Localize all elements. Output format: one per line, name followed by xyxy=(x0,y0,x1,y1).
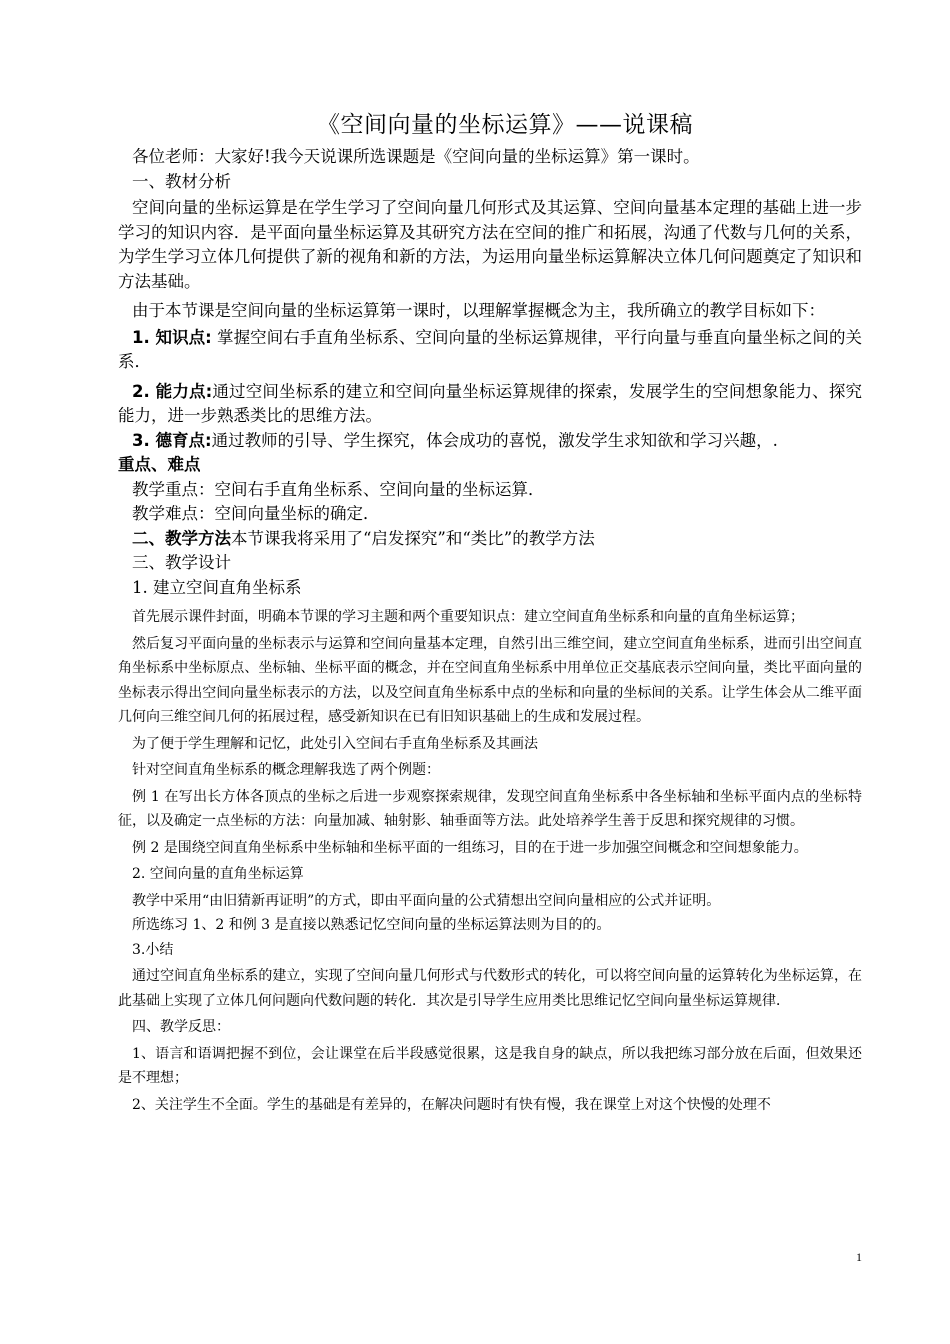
subheading-coordinate-system: 1. 建立空间直角坐标系 xyxy=(132,577,302,597)
goal-moral-text: 通过教师的引导、学生探究，体会成功的喜悦，激发学生求知欲和学习兴趣，. xyxy=(211,430,778,450)
paragraph-design-7: 教学中采用“由旧猜新再证明”的方式，即由平面向量的公式猜想出空间向量相应的公式并证明。 xyxy=(132,892,721,909)
goal-knowledge xyxy=(118,326,862,375)
difficult-point: 教学难点：空间向量坐标的确定． xyxy=(132,504,380,523)
goal-knowledge-text: 掌握空间右手直角坐标系、空间向量的坐标运算规律，平行向量与垂直向量坐标之间的关系． xyxy=(118,327,862,371)
goal-ability-label: 2. 能力点: xyxy=(132,381,213,401)
goal-knowledge-label: 1. 知识点: xyxy=(132,327,212,347)
section-heading-teaching-method: 二、教学方法 xyxy=(132,528,231,548)
reflection-2: 2、关注学生不全面。学生的基础是有差异的，在解决问题时有快有慢，我在课堂上对这个快慢的处理不 xyxy=(132,1096,771,1113)
page-title: 《空间向量的坐标运算》——说课稿 xyxy=(317,112,693,138)
paragraph-design-8: 所选练习 1、2 和例 3 是直接以熟悉记忆空间向量的坐标运算法则为目的的。 xyxy=(132,917,611,933)
paragraph-textbook-analysis: 空间向量的坐标运算是在学生学习了空间向量几何形式及其运算、空间向量基本定理的基础上进一步学习的知识内容．是平面向量坐标运算及其研究方法在空间的推广和拓展，沟通了代数与几何的关系，为学生学习立体几何提供了新的视角和新的方法，为运用向量坐标运算解决立体几何问题奠定了知识和方法基础。 xyxy=(118,198,862,291)
goal-ability xyxy=(118,380,862,429)
paragraph-design-1: 首先展示课件封面，明确本节课的学习主题和两个重要知识点：建立空间直角坐标系和向量的直角坐标运算； xyxy=(132,609,804,625)
teaching-method-text: 本节课我将采用了“启发探究”和“类比”的教学方法 xyxy=(231,528,595,548)
subheading-coordinate-operations: 2. 空间向量的直角坐标运算 xyxy=(132,866,304,882)
paragraph-example-1: 例 1 在写出长方体各顶点的坐标之后进一步观察探索规律，发现空间直角坐标系中各坐标轴和坐标平面内点的坐标特征，以及确定一点坐标的方法：向量加减、轴射影、轴垂面等方法。此处培养学生善于反思和探究规律的习惯。 xyxy=(118,788,862,829)
section-teaching-method xyxy=(118,527,862,552)
reflection-1: 1、语言和语调把握不到位，会让课堂在后半段感觉很累，这是我自身的缺点，所以我把练习部分放在后面，但效果还是不理想； xyxy=(118,1045,862,1086)
document-body xyxy=(118,145,862,1117)
paragraph-example-2: 例 2 是围绕空间直角坐标系中坐标轴和坐标平面的一组练习，目的在于进一步加强空间概念和空间想象能力。 xyxy=(132,839,808,856)
subheading-summary: 3.小结 xyxy=(132,941,174,958)
key-point: 教学重点：空间右手直角坐标系、空间向量的坐标运算． xyxy=(132,479,545,499)
paragraph-design-2: 然后复习平面向量的坐标表示与运算和空间向量基本定理，自然引出三维空间，建立空间直角坐标系，进而引出空间直角坐标系中坐标原点、坐标轴、坐标平面的概念，并在空间直角坐标系中用单位正交基底表示空间向量，类比平面向量的坐标表示得出空间向量坐标表示的方法，以及空间直角坐标系中点的坐标和向量的坐标间的关系。让学生体会从二维平面几何向三维空间几何的拓展过程，感受新知识在已有旧知识基础上的生成和发展过程。 xyxy=(118,635,862,725)
section-heading-reflection: 四、教学反思： xyxy=(132,1019,230,1035)
keypoints-heading xyxy=(118,453,862,478)
paragraph-summary: 通过空间直角坐标系的建立，实现了空间向量几何形式与代数形式的转化，可以将空间向量的运算转化为坐标运算，在此基础上实现了立体几何问题向代数问题的转化．其次是引导学生应用类比思维记忆空间向量坐标运算规律． xyxy=(118,968,862,1009)
section-heading-textbook-analysis: 一、教材分析 xyxy=(132,171,231,191)
paragraph-design-3: 为了便于学生理解和记忆，此处引入空间右手直角坐标系及其画法 xyxy=(132,735,538,752)
page-number: 1 xyxy=(856,1250,862,1264)
section-heading-teaching-design: 三、教学设计 xyxy=(132,553,231,572)
greeting: 各位老师：大家好!我今天说课所选课题是《空间向量的坐标运算》第一课时。 xyxy=(132,147,700,166)
goal-moral-label: 3. 德育点: xyxy=(132,430,212,450)
keypoints-heading-text: 重点、难点 xyxy=(118,455,201,474)
paragraph-teaching-goals-intro: 由于本节课是空间向量的坐标运算第一课时，以理解掌握概念为主，我所确立的教学目标如下： xyxy=(132,301,825,320)
goal-ability-text: 通过空间坐标系的建立和空间向量坐标运算规律的探索，发展学生的空间想象能力、探究能力，进一步熟悉类比的思维方法。 xyxy=(118,381,862,425)
paragraph-design-4: 针对空间直角坐标系的概念理解我选了两个例题： xyxy=(132,762,440,778)
goal-moral xyxy=(118,429,862,454)
